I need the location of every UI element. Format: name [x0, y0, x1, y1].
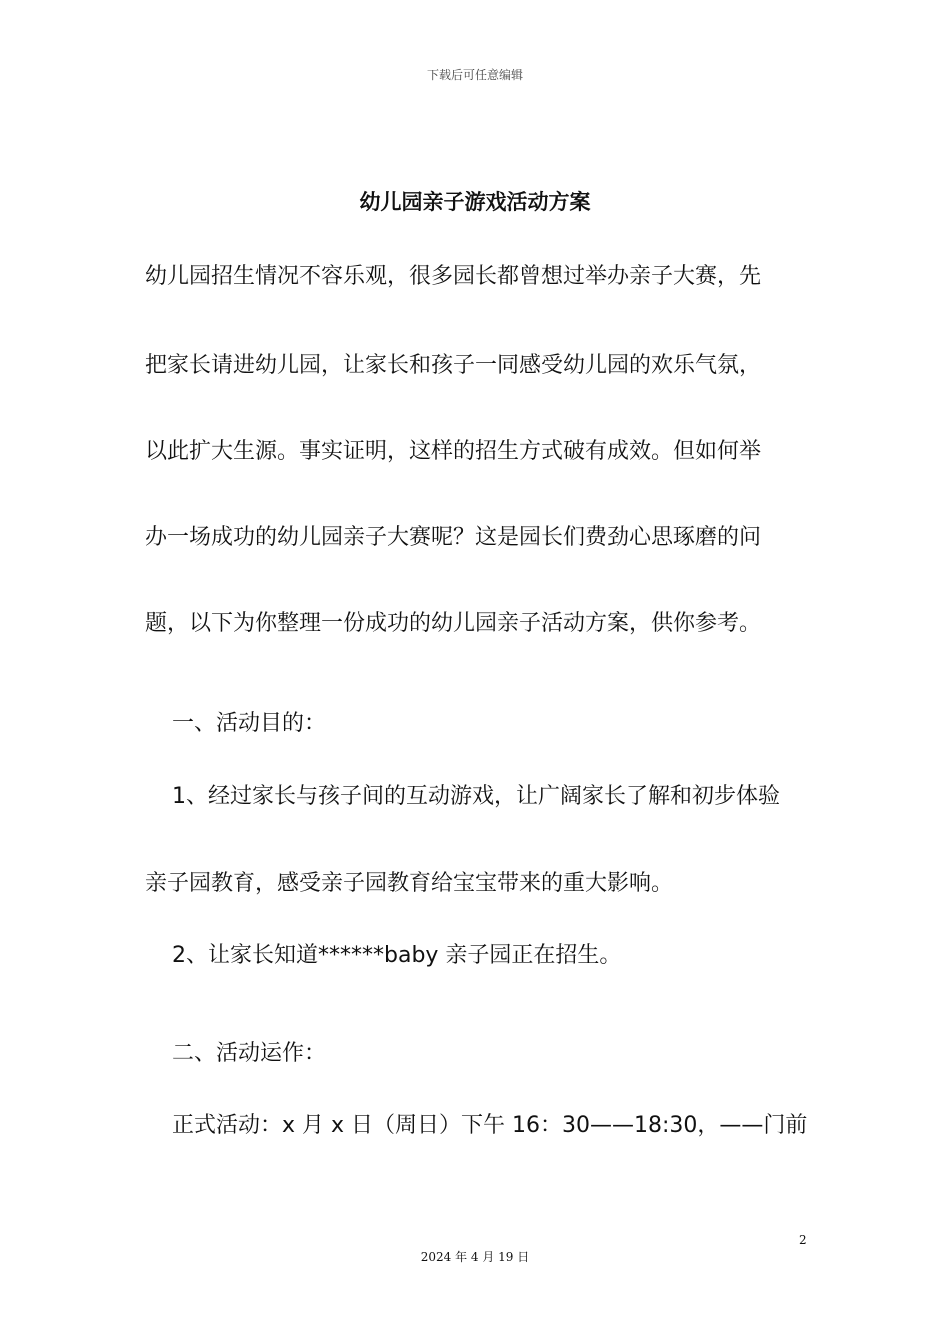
- list-item-1: 1、经过家长与孩子间的互动游戏，让广阔家长了解和初步体验: [172, 784, 780, 809]
- document-title: 幼儿园亲子游戏活动方案: [359, 190, 591, 214]
- section-heading-purpose: 一、活动目的：: [172, 711, 327, 736]
- section-heading-operation: 二、活动运作：: [172, 1041, 327, 1066]
- paragraph-line-1: 幼儿园招生情况不容乐观，很多园长都曾想过举办亲子大赛，先: [145, 264, 762, 289]
- page-footer-date: 2024 年 4 月 19 日: [420, 1250, 530, 1264]
- list-item-2: 2、让家长知道******baby 亲子园正在招生。: [172, 943, 622, 968]
- list-item-1-continuation: 亲子园教育，感受亲子园教育给宝宝带来的重大影响。: [145, 871, 674, 896]
- paragraph-line-3: 以此扩大生源。事实证明，这样的招生方式破有成效。但如何举: [145, 439, 762, 464]
- page-number: 2: [799, 1233, 807, 1247]
- event-time-line: 正式活动：x 月 x 日（周日）下午 16：30——18:30，——门前: [172, 1113, 808, 1138]
- page-header: 下载后可任意编辑: [426, 68, 523, 82]
- paragraph-line-5: 题，以下为你整理一份成功的幼儿园亲子活动方案，供你参考。: [145, 611, 762, 636]
- paragraph-line-4: 办一场成功的幼儿园亲子大赛呢？这是园长们费劲心思琢磨的问: [145, 525, 762, 550]
- paragraph-line-2: 把家长请进幼儿园，让家长和孩子一同感受幼儿园的欢乐气氛，: [145, 353, 762, 378]
